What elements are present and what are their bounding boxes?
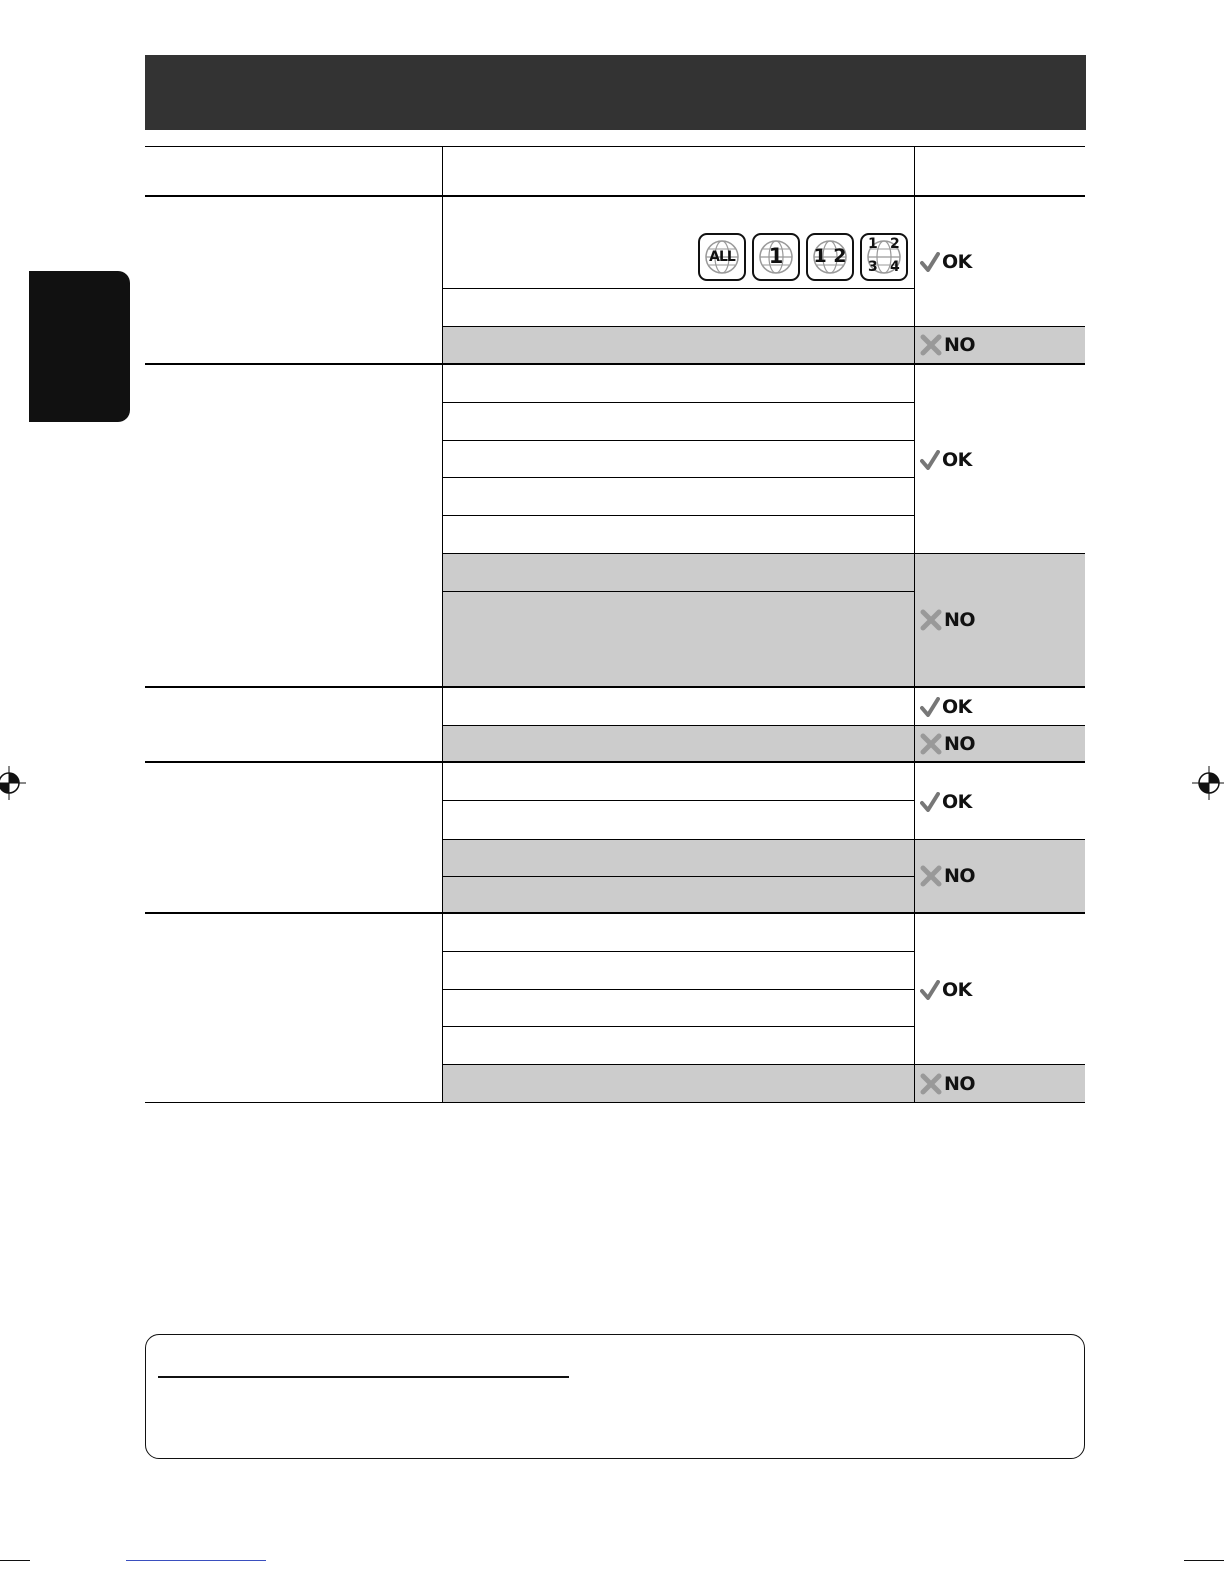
table-row-line xyxy=(443,1064,915,1065)
table-row-line xyxy=(443,800,915,801)
check-icon xyxy=(920,252,940,272)
table-group-line xyxy=(145,912,1085,914)
table-row-line xyxy=(443,725,915,726)
table-row-line xyxy=(443,591,915,592)
status-label: NO xyxy=(944,1073,976,1095)
status-no xyxy=(920,732,975,756)
shaded-row xyxy=(443,553,1085,687)
status-ok xyxy=(920,790,972,814)
table-row-line xyxy=(443,1026,915,1027)
status-ok xyxy=(920,448,972,472)
status-row-line xyxy=(914,839,1085,840)
section-header-bar xyxy=(145,55,1086,130)
status-label: NO xyxy=(944,334,976,356)
language-side-tab xyxy=(29,271,130,422)
table-row-line xyxy=(443,839,915,840)
cross-icon xyxy=(920,1073,942,1095)
table-row-line xyxy=(443,477,915,478)
column-divider xyxy=(914,146,915,1103)
status-row-line xyxy=(914,1064,1085,1065)
region-all-icon xyxy=(698,233,746,281)
check-icon xyxy=(920,697,940,717)
status-label: OK xyxy=(942,791,972,813)
status-ok xyxy=(920,695,972,719)
note-heading-rule xyxy=(158,1376,569,1378)
table-row-line xyxy=(443,440,915,441)
trim-line xyxy=(1184,1560,1224,1561)
region-1-icon xyxy=(752,233,800,281)
check-icon xyxy=(920,792,940,812)
region-label: 1 xyxy=(768,244,784,268)
status-row-line xyxy=(914,326,1085,327)
region-1234-icon xyxy=(860,233,908,281)
table-group-line xyxy=(145,363,1085,365)
status-no xyxy=(920,333,975,357)
status-label: NO xyxy=(944,865,976,887)
region-quadrant-label: 3 xyxy=(868,259,878,275)
table-row-line xyxy=(443,876,915,877)
status-ok xyxy=(920,250,972,274)
cross-icon xyxy=(920,609,942,631)
region-quadrant-label: 4 xyxy=(890,259,900,275)
region-label: ALL xyxy=(709,249,735,265)
trim-line xyxy=(0,1560,30,1561)
table-top-line xyxy=(145,146,1085,147)
trim-line xyxy=(126,1560,266,1561)
region-quadrant-label: 2 xyxy=(890,236,900,252)
status-label: NO xyxy=(944,733,976,755)
table-row-line xyxy=(443,951,915,952)
table-row-line xyxy=(443,288,915,289)
table-row-line xyxy=(443,553,915,554)
registration-mark-icon xyxy=(0,766,26,800)
table-bottom-line xyxy=(145,1102,1085,1103)
region-label: 1 2 xyxy=(813,245,847,267)
check-icon xyxy=(920,450,940,470)
status-no xyxy=(920,608,975,632)
registration-mark-icon xyxy=(1192,766,1224,800)
status-label: OK xyxy=(942,979,972,1001)
check-icon xyxy=(920,980,940,1000)
status-label: NO xyxy=(944,609,976,631)
region-icons-group xyxy=(698,233,908,281)
table-group-line xyxy=(145,761,1085,763)
table-row-line xyxy=(443,989,915,990)
region-quadrant-label: 1 xyxy=(868,236,878,252)
table-row-line xyxy=(443,515,915,516)
status-label: OK xyxy=(942,449,972,471)
region-1-2-icon xyxy=(806,233,854,281)
status-ok xyxy=(920,978,972,1002)
cross-icon xyxy=(920,865,942,887)
status-row-line xyxy=(914,725,1085,726)
table-row-line xyxy=(443,402,915,403)
table-row-line xyxy=(443,326,915,327)
shaded-row xyxy=(443,725,1085,762)
cross-icon xyxy=(920,733,942,755)
column-divider xyxy=(442,146,443,1103)
status-no xyxy=(920,864,975,888)
table-group-line xyxy=(145,686,1085,688)
shaded-row xyxy=(443,326,1085,364)
status-label: OK xyxy=(942,251,972,273)
status-label: OK xyxy=(942,696,972,718)
table-header-line xyxy=(145,195,1085,197)
status-no xyxy=(920,1072,975,1096)
note-box xyxy=(145,1334,1085,1459)
status-row-line xyxy=(914,553,1085,554)
cross-icon xyxy=(920,334,942,356)
shaded-row xyxy=(443,1065,1085,1103)
